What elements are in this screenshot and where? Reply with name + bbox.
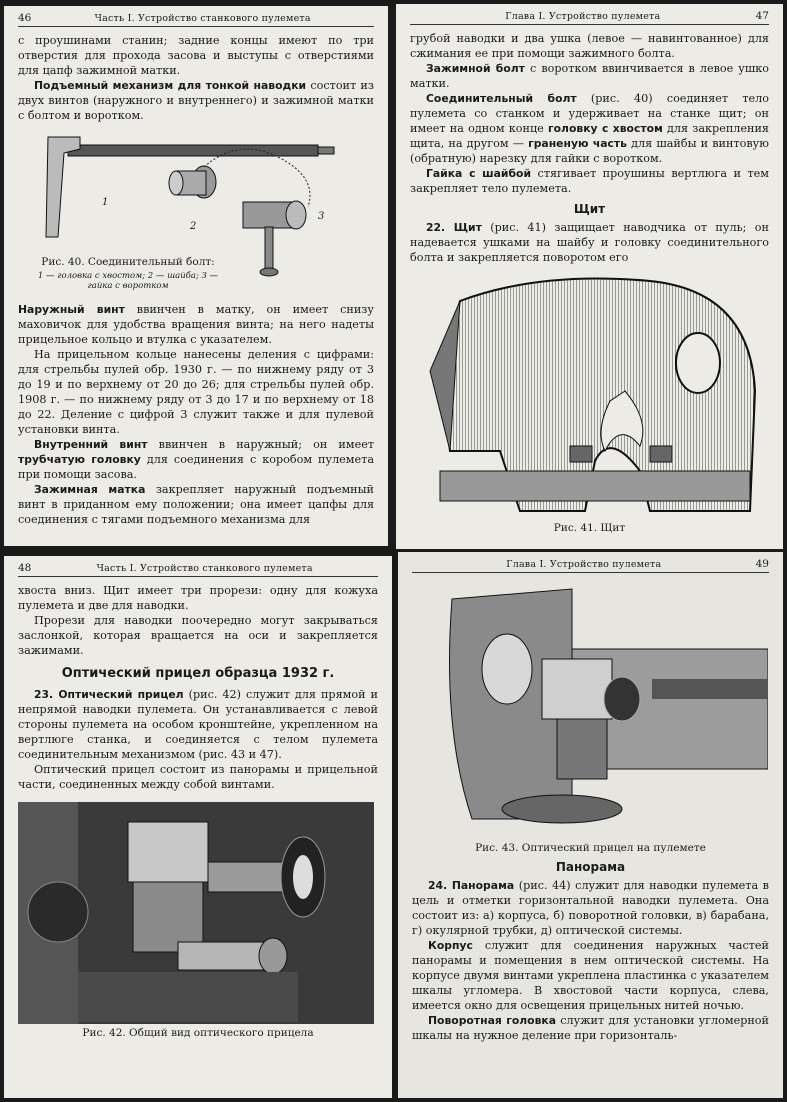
sight-on-gun-illustration <box>412 579 768 839</box>
page-header <box>18 6 374 27</box>
section-heading: Щит <box>573 202 606 216</box>
paragraph: хвоста вниз. Щит имеет три прорези: одну для кожуха пулемета и две для наводки. <box>18 584 378 612</box>
figure-caption: Рис. 42. Общий вид оптического прицела <box>82 1027 314 1039</box>
running-title: Часть I. Устройство станкового пулемета <box>96 563 313 574</box>
body-text <box>18 302 374 527</box>
body-text <box>410 31 769 196</box>
body-text <box>18 583 378 658</box>
label-2: 2 <box>190 221 197 232</box>
body-text <box>412 878 769 1043</box>
body-text <box>18 33 374 123</box>
shield-illustration <box>420 271 760 519</box>
page-47 <box>396 4 783 549</box>
running-title: Часть I. Устройство станкового пулемета <box>94 13 311 24</box>
paragraph: Наружный винт ввинчен в матку, он имеет снизу маховичок для удобства вращения винта; на него надеты прицельное кольцо и втулка с указателем. <box>18 303 374 346</box>
page-header <box>412 552 769 573</box>
paragraph: Прорези для наводки поочередно могут закрываться заслонкой, которая вращается на оси и закрепляется зажимами. <box>18 614 378 657</box>
paragraph: Корпус служит для соединения наружных частей панорамы и помещения в нем оптической системы. На корпусе двумя винтами укреплена пластинка с указателем шкалы угломера. В хвостовой части корпуса, слева, имеется окно для освещения прицельных нитей ночью. <box>412 939 769 1012</box>
page-header <box>18 556 378 577</box>
figure-caption: Рис. 40. Соединительный болт: <box>41 256 215 268</box>
page-number: 49 <box>755 558 769 570</box>
figure-legend: 1 — головка с хвостом; 2 — шайба; 3 — гайка с воротком <box>37 271 219 291</box>
section-heading: Панорама <box>555 860 626 874</box>
paragraph: Зажимная матка закрепляет наружный подъемный винт в приданном ему положении; она имеет цапфы для соединения с тягами подъемного механизма для <box>18 483 374 526</box>
label-3: 3 <box>318 211 325 222</box>
paragraph: Оптический прицел состоит из панорамы и прицельной части, соединенных между собой винтами. <box>18 763 378 791</box>
figure-caption: Рис. 43. Оптический прицел на пулемете <box>475 842 706 854</box>
paragraph: грубой наводки и два ушка (левое — навинтованное) для сжимания ее при помощи зажимного болта. <box>410 32 769 60</box>
paragraph: Гайка с шайбой стягивает проушины вертлюга и тем закрепляет тело пулемета. <box>410 167 769 195</box>
body-text <box>410 220 769 265</box>
page-49 <box>398 552 783 1098</box>
paragraph: 23. Оптический прицел (рис. 42) служит для прямой и непрямой наводки пулемета. Он устанавливается с левой стороны пулемета на особом кронштейне, укрепленном на вертлюге станка, и соединяется с телом пулемета соединительным механизмом (рис. 43 и 47). <box>18 688 379 761</box>
paragraph: Соединительный болт (рис. 40) соединяет тело пулемета со станком и удерживает на станке щит; он имеет на одном конце головку с хвостом для закрепления щита, на другом — граненую часть для шайбы и винтовую (обратную) нарезку для гайки с воротком. <box>410 92 769 165</box>
paragraph: На прицельном кольце нанесены деления с цифрами: для стрельбы пулей обр. 1930 г. — по нижнему ряду от 3 до 19 и по верхнему от 20 до 26; для стрельбы пулей обр. 1908 г. — по нижнему ряду от 3 до 17 и по верхнему от 18 до 22. Деление с цифрой 3 служит также и для пулевой установки винта. <box>18 348 374 436</box>
paragraph: 24. Панорама (рис. 44) служит для наводки пулемета в цель и отметки горизонтальной наводки пулемета. Она состоит из: а) корпуса, б) поворотной головки, в) барабана, г) окулярной трубки, д) оптической системы. <box>412 879 769 937</box>
label-1: 1 <box>102 197 109 208</box>
page-46 <box>4 6 388 546</box>
page-number: 48 <box>18 562 32 574</box>
page-number: 47 <box>755 10 769 22</box>
paragraph: 22. Щит (рис. 41) защищает наводчика от пуль; он надевается ушками на шайбу и головку соединительного болта и закрепляется поворотом его <box>410 221 769 264</box>
running-title: Глава I. Устройство пулемета <box>505 11 661 22</box>
page-number: 46 <box>18 12 32 24</box>
paragraph: Внутренний винт ввинчен в наружный; он имеет трубчатую головку для соединения с коробом пулемета при помощи засова. <box>18 438 375 481</box>
paragraph: Подъемный механизм для тонкой наводки состоит из двух винтов (наружного и внутреннего) и зажимной матки с болтом и воротком. <box>18 79 374 122</box>
figure-caption: Рис. 41. Щит <box>553 522 626 534</box>
paragraph: с проушинами станин; задние концы имеют по три отверстия для прохода засова и выступы с отверстиями для цапф зажимной матки. <box>18 34 374 77</box>
section-heading: Оптический прицел образца 1932 г. <box>61 666 335 681</box>
optical-sight-illustration <box>18 802 374 1024</box>
body-text <box>18 687 378 792</box>
running-title: Глава I. Устройство пулемета <box>506 559 662 570</box>
paragraph: Поворотная головка служит для установки угломерной шкалы на нужное деление при горизонталь- <box>412 1014 769 1042</box>
page-header <box>410 4 769 25</box>
page-48 <box>4 556 392 1098</box>
paragraph: Зажимной болт с воротком ввинчивается в левое ушко матки. <box>410 62 769 90</box>
figure-40 <box>18 127 374 302</box>
